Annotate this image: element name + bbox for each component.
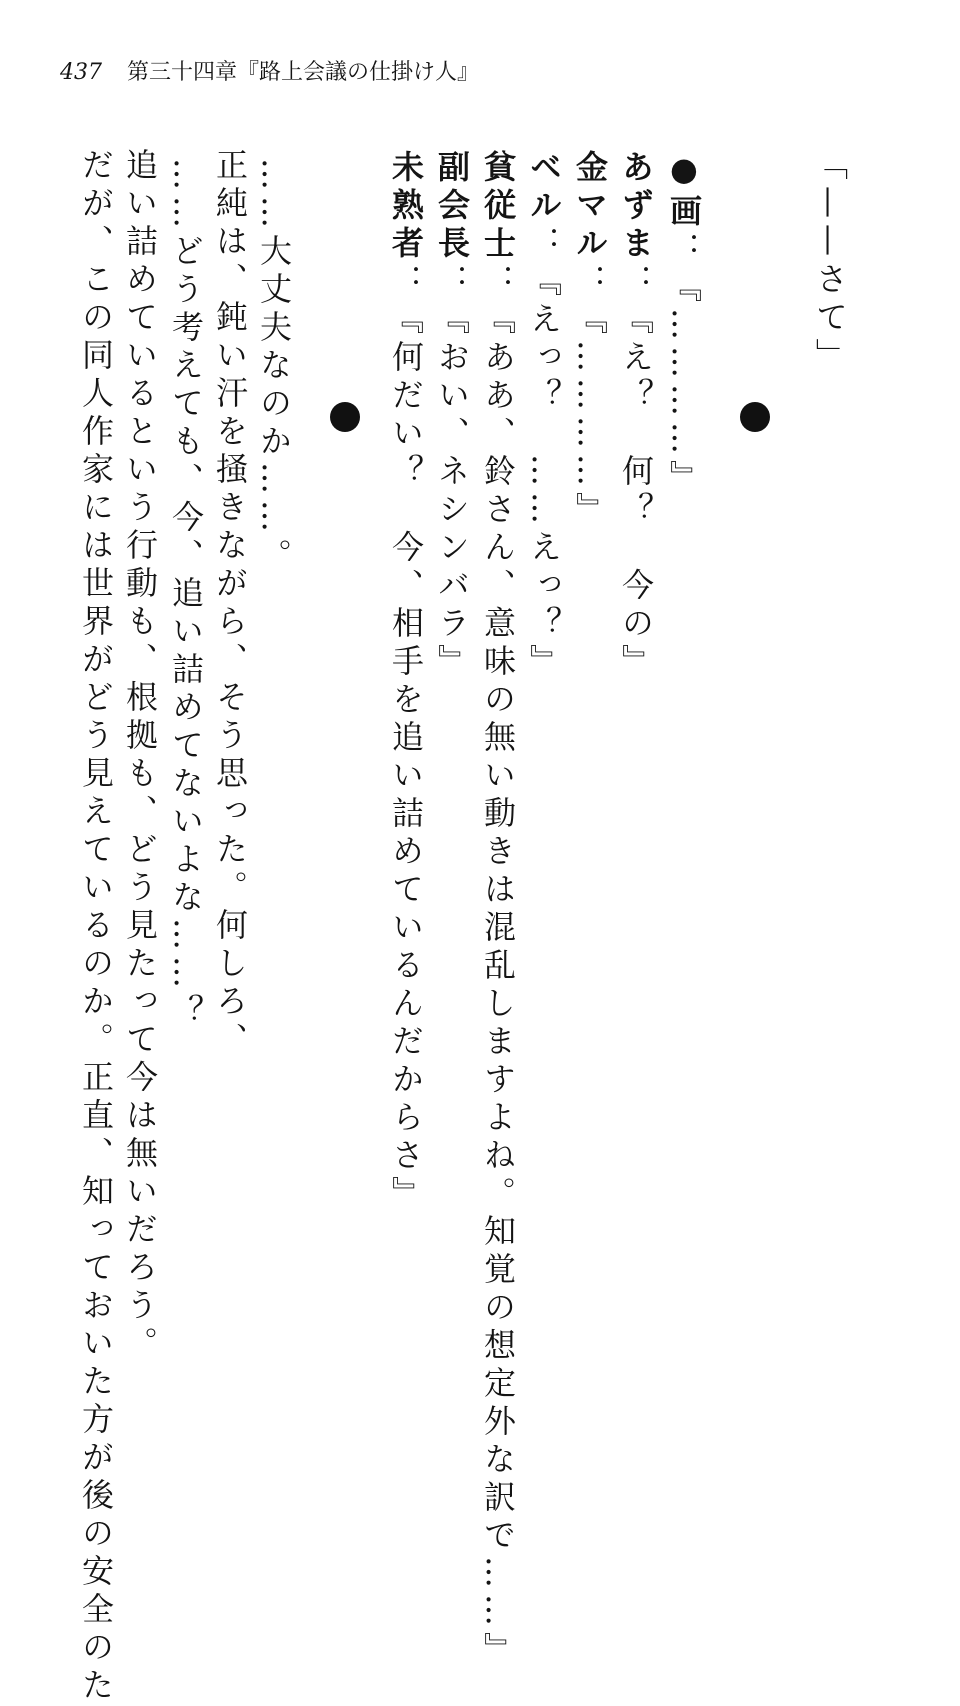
speaker-name: ベル <box>525 150 563 226</box>
dialogue-text: 『何だい？ 今、相手を追い詰めているんだからさ』 <box>387 302 425 1214</box>
dialogue-text: 『え？ 何？ 今の』 <box>617 302 655 682</box>
speaker-name: ●画 <box>665 150 703 232</box>
speaker-name: あずま <box>617 150 655 264</box>
dialogue-line: 未熟者：『何だい？ 今、相手を追い詰めているんだからさ』 <box>387 150 425 1214</box>
intro-line: 「——さて」 <box>811 148 849 376</box>
dialogue-line: 副会長：『おい、ネシンバラ』 <box>433 150 471 682</box>
dialogue-text: 『…………』 <box>665 270 703 498</box>
dialogue-text: 『…………』 <box>571 302 609 530</box>
speaker-name: 貧従士 <box>479 150 517 264</box>
speaker-name: 副会長 <box>433 150 471 264</box>
running-header <box>60 62 479 84</box>
narration-line: 正純は、鈍い汗を掻きながら、そう思った。何しろ、 <box>211 148 249 1060</box>
dialogue-text: 『えっ？ ……えっ？』 <box>525 264 563 682</box>
chapter-title: 第三十四章『路上会議の仕掛け人』 <box>127 60 480 85</box>
dialogue-text: 『ああ、鈴さん、意味の無い動きは混乱しますよね。知覚の想定外な訳で……』 <box>479 302 517 1670</box>
speaker-name: 未熟者 <box>387 150 425 264</box>
circle-bullet-icon <box>330 402 360 432</box>
narration-line: だが、この同人作家には世界がどう見えているのか。正直、知っておいた方が後の安全のた <box>77 148 115 1706</box>
speaker-name: 金マル <box>571 150 609 264</box>
narration-line: 追い詰めているという行動も、根拠も、どう見たって今は無いだろう。 <box>121 148 159 1364</box>
dialogue-line: ベル：『えっ？ ……えっ？』 <box>525 150 563 682</box>
dialogue-line: あずま：『え？ 何？ 今の』 <box>617 150 655 682</box>
narration-line: ……大丈夫なのか……。 <box>255 158 293 576</box>
page-number: 437 <box>60 60 102 85</box>
dialogue-line: ●画：『…………』 <box>665 150 703 498</box>
dialogue-line: 貧従士：『ああ、鈴さん、意味の無い動きは混乱しますよね。知覚の想定外な訳で……』 <box>479 150 517 1670</box>
dialogue-line: 金マル：『…………』 <box>571 150 609 530</box>
circle-bullet-icon <box>740 402 770 432</box>
narration-line: ……どう考えても、今、追い詰めてないよな……？ <box>167 158 205 1032</box>
dialogue-text: 『おい、ネシンバラ』 <box>433 302 471 682</box>
